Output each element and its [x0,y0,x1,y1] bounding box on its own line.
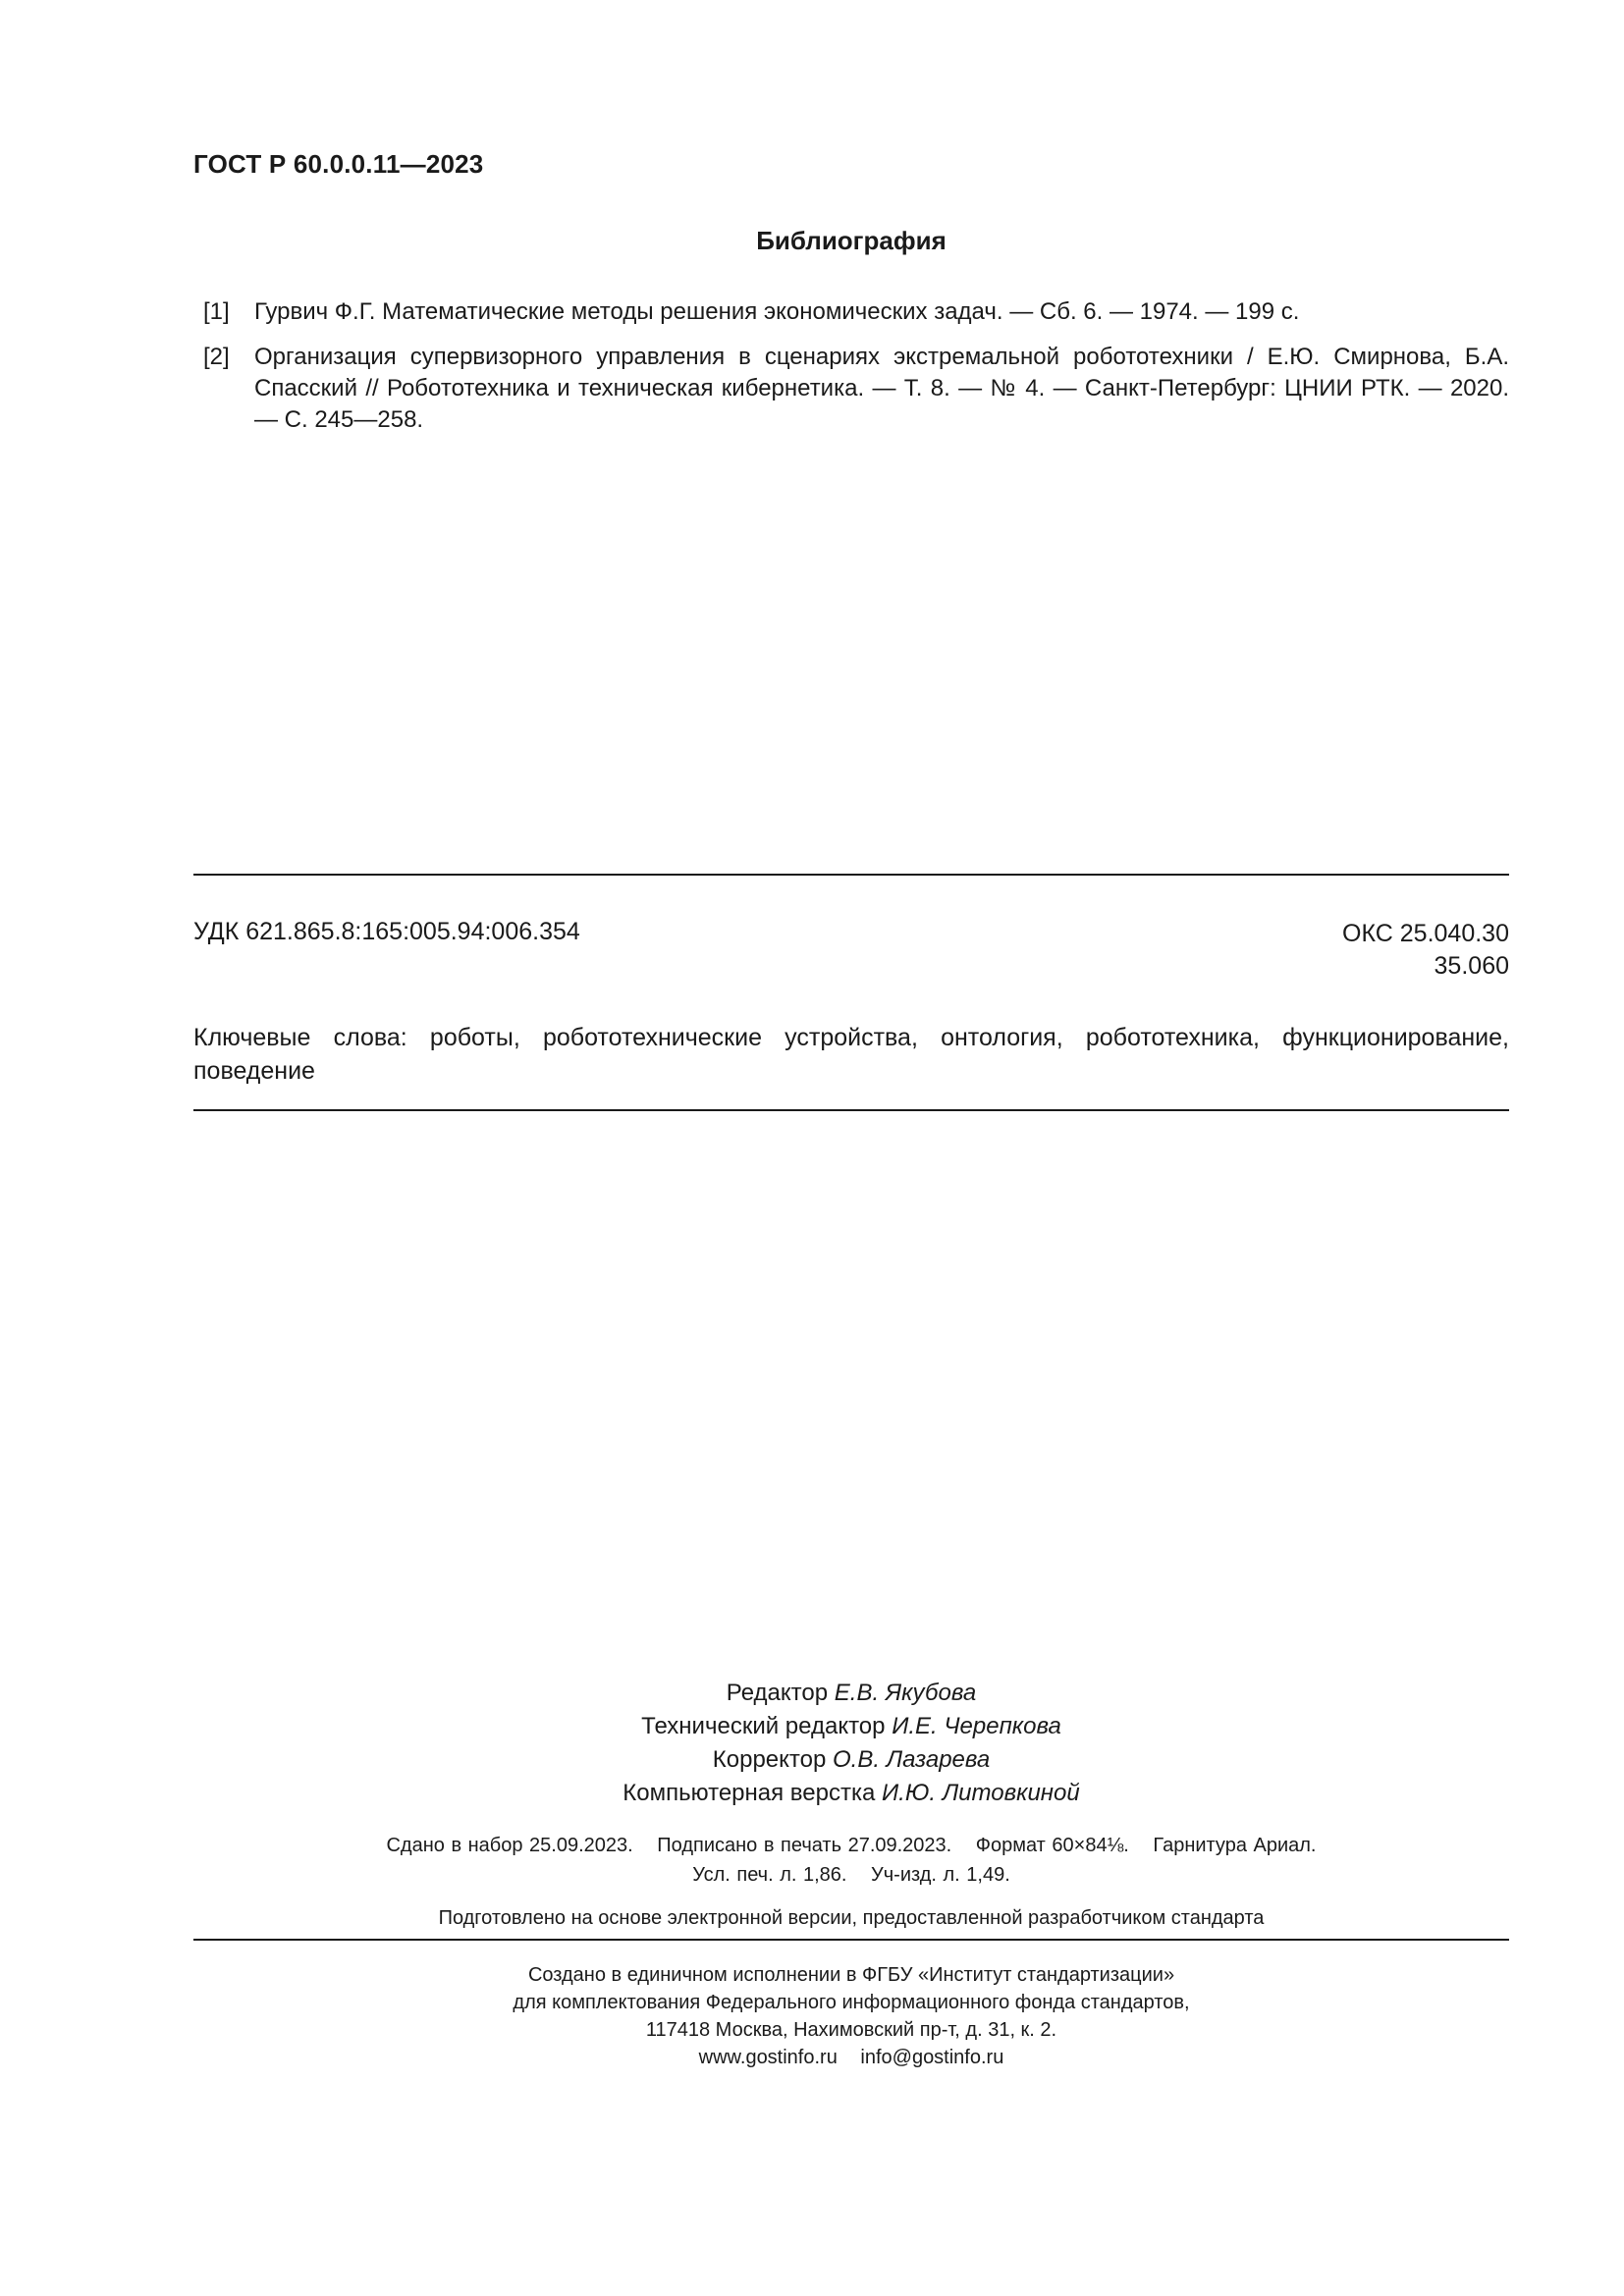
bibliography-item-text: Организация супервизорного управления в сценариях экстремальной робототехники / Е.Ю. Смирнова, Б.А. Спасский // Робототехника и техническая кибернетика. — Т. 8. — № 4. — Санкт-Петербург: ЦНИИ РТК. — 2020. — С. 245—258. [254,344,1509,433]
submitted-date: Сдано в набор 25.09.2023. [386,1835,633,1856]
print-sheets: Усл. печ. л. 1,86. [692,1864,847,1886]
bibliography-item-number: [1] [203,298,230,325]
credit-name: И.Ю. Литовкиной [882,1780,1080,1806]
credit-layout [193,1777,1509,1810]
footer-line-2: для комплектования Федерального информационного фонда стандартов, [513,1992,1190,2013]
print-format: Формат 60×84⅛. [975,1835,1129,1856]
document-code: ГОСТ Р 60.0.0.11—2023 [193,149,484,179]
udk-code: УДК 621.865.8:165:005.94:006.354 [193,918,580,945]
publisher-footer [193,1961,1509,2071]
divider-bottom [193,1939,1509,1941]
bibliography-item [193,296,1509,328]
bibliography-list [193,296,1509,450]
print-info [193,1831,1509,1890]
email-link[interactable]: info@gostinfo.ru [860,2047,1004,2068]
typeface: Гарнитура Ариал. [1153,1835,1317,1856]
print-info-line-2 [193,1860,1509,1890]
oks-line-1: ОКС 25.040.30 [1342,920,1509,947]
credit-tech-editor [193,1710,1509,1743]
oks-code [1342,918,1509,983]
oks-line-2: 35.060 [1434,952,1509,980]
credit-name: Е.В. Якубова [834,1680,977,1706]
print-info-line-1 [193,1831,1509,1860]
publisher-sheets: Уч-изд. л. 1,49. [871,1864,1010,1886]
bibliography-item-number: [2] [203,344,230,370]
bibliography-title: Библиография [756,226,947,255]
footer-contacts [193,2044,1509,2071]
credit-name: И.Е. Черепкова [892,1713,1061,1739]
credit-role: Компьютерная верстка [623,1780,876,1806]
credit-name: О.В. Лазарева [833,1746,991,1773]
credit-editor [193,1677,1509,1710]
credit-role: Корректор [712,1746,827,1773]
prepared-note: Подготовлено на основе электронной версии, предоставленной разработчиком стандарта [438,1907,1265,1929]
keywords: Ключевые слова: роботы, робототехнические устройства, онтология, робототехника, функционирование, поведение [193,1024,1509,1085]
credits-block [193,1677,1509,1810]
credit-role: Редактор [726,1680,829,1706]
website-link[interactable]: www.gostinfo.ru [698,2047,838,2068]
bibliography-item-text: Гурвич Ф.Г. Математические методы решения экономических задач. — Сб. 6. — 1974. — 199 с. [254,298,1300,325]
footer-line-1: Создано в единичном исполнении в ФГБУ «Институт стандартизации» [527,1964,1175,1986]
divider-top [193,874,1509,876]
footer-line-3: 117418 Москва, Нахимовский пр-т, д. 31, к. 2. [645,2019,1057,2041]
divider-middle [193,1109,1509,1111]
signed-date: Подписано в печать 27.09.2023. [657,1835,952,1856]
credit-proofreader [193,1743,1509,1777]
bibliography-item [193,342,1509,436]
credit-role: Технический редактор [641,1713,886,1739]
